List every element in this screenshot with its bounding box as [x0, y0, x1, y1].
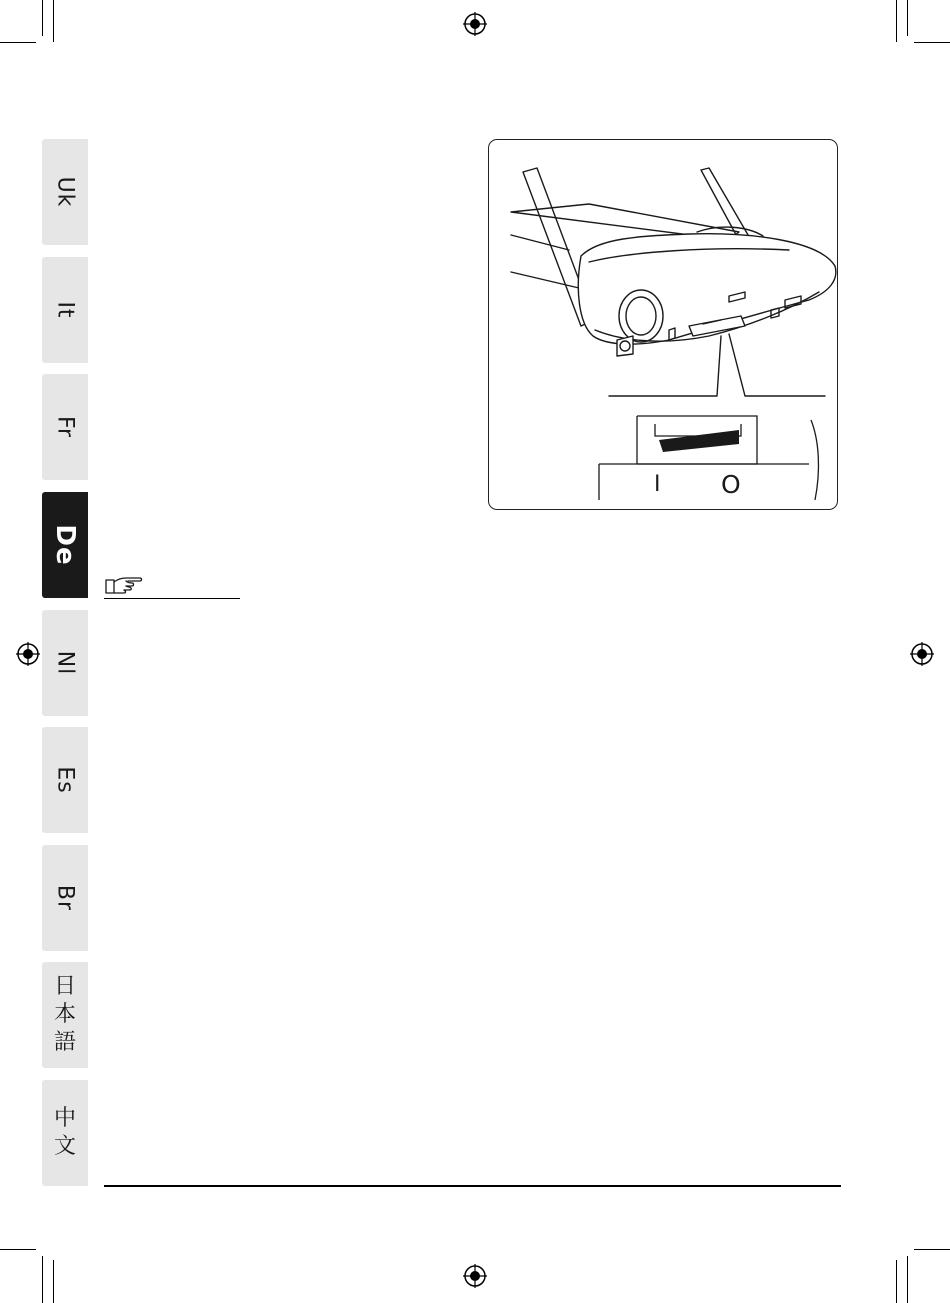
tab-zh[interactable] — [42, 1080, 88, 1186]
tab-label: Uk — [52, 176, 78, 208]
tab-nl[interactable] — [42, 610, 88, 716]
switch-on-symbol: I — [654, 472, 661, 497]
figure-box — [488, 139, 838, 510]
tab-label: 中文 — [53, 1106, 76, 1159]
tab-label: Nl — [52, 650, 78, 676]
power-switch-icon — [489, 140, 837, 509]
tab-de[interactable] — [42, 492, 88, 598]
tab-it[interactable] — [42, 257, 88, 363]
note-underline — [104, 598, 240, 599]
registration-mark-icon — [16, 642, 40, 666]
tab-label: Es — [52, 766, 78, 794]
tab-es[interactable] — [42, 727, 88, 833]
tab-fr[interactable] — [42, 374, 88, 480]
registration-mark-icon — [463, 1264, 487, 1288]
tab-label: De — [50, 524, 80, 566]
switch-off-symbol: O — [721, 470, 741, 499]
tab-label: Br — [52, 884, 78, 912]
tab-label: It — [52, 301, 78, 319]
tab-label: 日本語 — [53, 974, 76, 1055]
tab-label: Fr — [52, 415, 78, 439]
tab-uk[interactable] — [42, 139, 88, 245]
footer-rule — [104, 1185, 841, 1187]
tab-ja[interactable] — [42, 962, 88, 1068]
pointing-hand-icon — [104, 574, 144, 596]
registration-mark-icon — [910, 642, 934, 666]
tab-br[interactable] — [42, 845, 88, 951]
registration-mark-icon — [463, 12, 487, 36]
